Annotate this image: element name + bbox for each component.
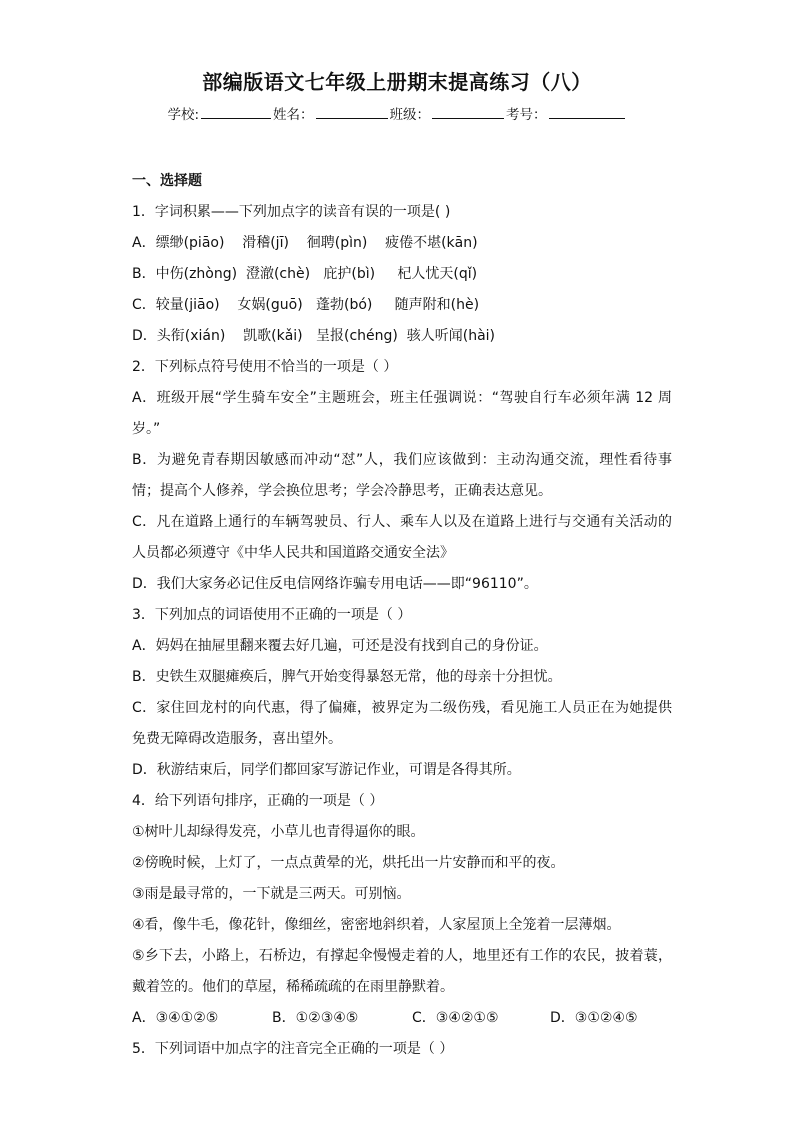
school-blank	[201, 103, 271, 119]
question-4-option-a: A．③④①②⑤	[132, 1010, 219, 1026]
question-4-option-c: C．③④②①⑤	[412, 1010, 499, 1026]
name-blank	[316, 103, 388, 119]
question-1-option-d: D．头衔(xián) 凯歌(kǎi) 呈报(chéng) 骇人听闻(hài)	[132, 328, 496, 344]
class-blank	[432, 103, 504, 119]
class-label: 班级：	[389, 107, 431, 123]
question-1-option-c: C．较量(jiāo) 女娲(guō) 蓬勃(bó) 随声附和(hè)	[132, 297, 480, 313]
school-label: 学校:	[167, 107, 200, 123]
question-4-options	[132, 1003, 672, 1034]
question-2-option-b: B．为避免青春期因敏感而冲动“怼”人，我们应该做到：主动沟通交流，理性看待事情；提高个人修养，学会换位思考；学会冷静思考，正确表达意见。	[132, 452, 672, 499]
question-2-stem: 2．下列标点符号使用不恰当的一项是（ ）	[132, 359, 398, 375]
question-3-option-d: D．秋游结束后，同学们都回家写游记作业，可谓是各得其所。	[132, 762, 521, 778]
question-4-stem: 4．给下列语句排序，正确的一项是（ ）	[132, 793, 384, 809]
question-4-sentence-4: ④看，像牛毛，像花针，像细丝，密密地斜织着，人家屋顶上全笼着一层薄烟。	[132, 917, 621, 933]
question-3-option-b: B．史铁生双腿瘫痪后，脾气开始变得暴怒无常，他的母亲十分担忧。	[132, 669, 562, 685]
question-2-option-a: A．班级开展“学生骑车安全”主题班会，班主任强调说：“驾驶自行车必须年满 12 周岁。”	[132, 390, 672, 437]
question-3-option-c: C．家住回龙村的向代惠，得了偏瘫，被界定为二级伤残，看见施工人员正在为她提供免费无障碍改造服务，喜出望外。	[132, 700, 672, 747]
question-2-option-c: C．凡在道路上通行的车辆驾驶员、行人、乘车人以及在道路上进行与交通有关活动的人员都必须遵守《中华人民共和国道路交通安全法》	[132, 514, 672, 561]
question-4-option-d: D．③①②④⑤	[550, 1010, 638, 1026]
question-1-stem: 1．字词积累——下列加点字的读音有误的一项是( )	[132, 204, 451, 220]
question-1-option-a: A．缥缈(piāo) 滑稽(jī) 徊聘(pìn) 疲倦不堪(kān)	[132, 235, 478, 251]
question-2-option-d: D．我们大家务必记住反电信网络诈骗专用电话——即“96110”。	[132, 576, 538, 592]
question-4-sentence-3: ③雨是最寻常的，一下就是三两天。可别恼。	[132, 886, 411, 902]
question-4-option-b: B．①②③④⑤	[272, 1010, 359, 1026]
number-blank	[549, 103, 625, 119]
section-heading: 一、选择题	[132, 173, 202, 189]
question-3-stem: 3．下列加点的词语使用不正确的一项是（ ）	[132, 607, 412, 623]
number-label: 考号：	[506, 107, 547, 123]
name-label: 姓名：	[273, 107, 314, 123]
question-5-stem: 5．下列词语中加点字的注音完全正确的一项是（ ）	[132, 1041, 454, 1057]
question-content	[132, 166, 672, 1065]
page-title: 部编版语文七年级上册期末提高练习（八）	[202, 70, 592, 94]
student-info-row	[0, 103, 794, 123]
question-3-option-a: A．妈妈在抽屉里翻来覆去好几遍，可还是没有找到自己的身份证。	[132, 638, 548, 654]
question-4-sentence-1: ①树叶儿却绿得发亮，小草儿也青得逼你的眼。	[132, 824, 425, 840]
question-4-sentence-2: ②傍晚时候，上灯了，一点点黄晕的光，烘托出一片安静而和平的夜。	[132, 855, 565, 871]
question-1-option-b: B．中伤(zhòng) 澄澈(chè) 庇护(bì) 杞人忧天(qǐ)	[132, 266, 478, 282]
question-4-sentence-5: ⑤乡下去，小路上，石桥边，有撑起伞慢慢走着的人，地里还有工作的农民，披着蓑，戴着笠的。他们的草屋，稀稀疏疏的在雨里静默着。	[132, 948, 672, 995]
